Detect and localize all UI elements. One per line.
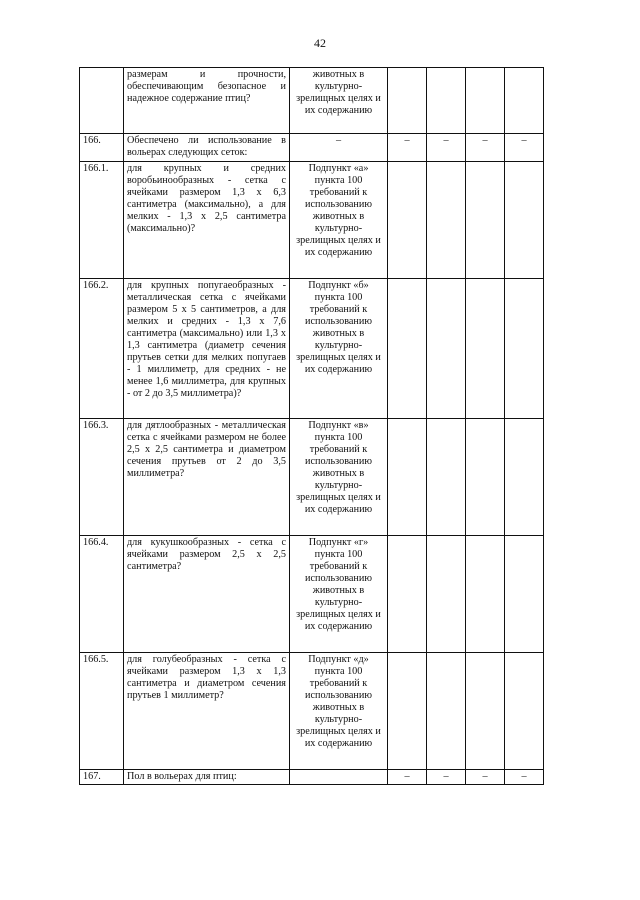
check-cell-note[interactable] — [505, 162, 544, 279]
question-text: для крупных и средних воробьинообразных - сетка с ячейками размером 1,3 х 6,3 сантиметра (максимально), а для мелких - 1,3 х 2,5 сантиметра (максимально)? — [124, 162, 290, 279]
table-row — [80, 134, 544, 162]
requirement-reference: Подпункт «д» пункта 100 требований к использованию животных в культурно-зрелищных целях и их содержанию — [290, 653, 388, 770]
requirement-reference: Подпункт «а» пункта 100 требований к использованию животных в культурно-зрелищных целях и их содержанию — [290, 162, 388, 279]
table-row — [80, 770, 544, 785]
table-row — [80, 653, 544, 770]
checklist-table — [79, 67, 544, 785]
check-cell-yes: – — [388, 770, 427, 785]
check-cell-yes[interactable] — [388, 419, 427, 536]
check-cell-no[interactable] — [427, 536, 466, 653]
table-row — [80, 68, 544, 134]
requirement-reference: животных в культурно-зрелищных целях и их содержанию — [290, 68, 388, 134]
table-row — [80, 536, 544, 653]
check-cell-no[interactable] — [427, 279, 466, 419]
check-cell-no[interactable] — [427, 653, 466, 770]
check-cell-na[interactable] — [466, 419, 505, 536]
table-row — [80, 279, 544, 419]
check-cell-note[interactable] — [505, 279, 544, 419]
check-cell-yes[interactable] — [388, 653, 427, 770]
question-text: Обеспечено ли использование в вольерах следующих сеток: — [124, 134, 290, 162]
row-number: 166. — [80, 134, 124, 162]
question-text: для крупных попугаеобразных - металлическая сетка с ячейками размером 5 х 5 сантиметров, а для мелких и средних - 1,3 х 7,6 сантиметра (максимально) или 1,3 х 1,3 сантиметра (диаметр сечения прутьев сетки для мелких попугаев - 1 миллиметр, для средних - не менее 1,6 миллиметра, для крупных - от 2 до 3,5 миллиметра)? — [124, 279, 290, 419]
requirement-reference: Подпункт «г» пункта 100 требований к использованию животных в культурно-зрелищных целях и их содержанию — [290, 536, 388, 653]
check-cell-na[interactable] — [466, 279, 505, 419]
check-cell-no[interactable] — [427, 419, 466, 536]
requirement-reference: Подпункт «б» пункта 100 требований к использованию животных в культурно-зрелищных целях и их содержанию — [290, 279, 388, 419]
check-cell-yes[interactable] — [388, 162, 427, 279]
check-cell-yes[interactable] — [388, 68, 427, 134]
question-text: размерам и прочности, обеспечивающим безопасное и надежное содержание птиц? — [124, 68, 290, 134]
requirement-reference: – — [290, 134, 388, 162]
check-cell-note[interactable] — [505, 419, 544, 536]
check-cell-yes[interactable] — [388, 536, 427, 653]
question-text: для голубеобразных - сетка с ячейками размером 1,3 х 1,3 сантиметра и диаметром сечения прутьев 1 миллиметр? — [124, 653, 290, 770]
check-cell-na[interactable] — [466, 68, 505, 134]
check-cell-na: – — [466, 134, 505, 162]
check-cell-note: – — [505, 770, 544, 785]
row-number: 166.4. — [80, 536, 124, 653]
question-text: для дятлообразных - металлическая сетка с ячейками размером не более 2,5 х 2,5 сантиметра и диаметром сечения прутьев от 2 до 3,5 миллиметра? — [124, 419, 290, 536]
question-text: Пол в вольерах для птиц: — [124, 770, 290, 785]
check-cell-na[interactable] — [466, 653, 505, 770]
row-number: 167. — [80, 770, 124, 785]
check-cell-no: – — [427, 770, 466, 785]
page-number: 42 — [314, 36, 326, 50]
check-cell-note[interactable] — [505, 68, 544, 134]
row-number: 166.2. — [80, 279, 124, 419]
table-row — [80, 419, 544, 536]
check-cell-na[interactable] — [466, 536, 505, 653]
row-number: 166.5. — [80, 653, 124, 770]
row-number — [80, 68, 124, 134]
check-cell-yes: – — [388, 134, 427, 162]
table-row — [80, 162, 544, 279]
check-cell-note[interactable] — [505, 536, 544, 653]
row-number: 166.3. — [80, 419, 124, 536]
check-cell-note: – — [505, 134, 544, 162]
check-cell-na: – — [466, 770, 505, 785]
row-number: 166.1. — [80, 162, 124, 279]
check-cell-note[interactable] — [505, 653, 544, 770]
requirement-reference — [290, 770, 388, 785]
check-cell-no[interactable] — [427, 162, 466, 279]
question-text: для кукушкообразных - сетка с ячейками размером 2,5 х 2,5 сантиметра? — [124, 536, 290, 653]
check-cell-na[interactable] — [466, 162, 505, 279]
check-cell-no: – — [427, 134, 466, 162]
requirement-reference: Подпункт «в» пункта 100 требований к использованию животных в культурно-зрелищных целях и их содержанию — [290, 419, 388, 536]
check-cell-yes[interactable] — [388, 279, 427, 419]
check-cell-no[interactable] — [427, 68, 466, 134]
